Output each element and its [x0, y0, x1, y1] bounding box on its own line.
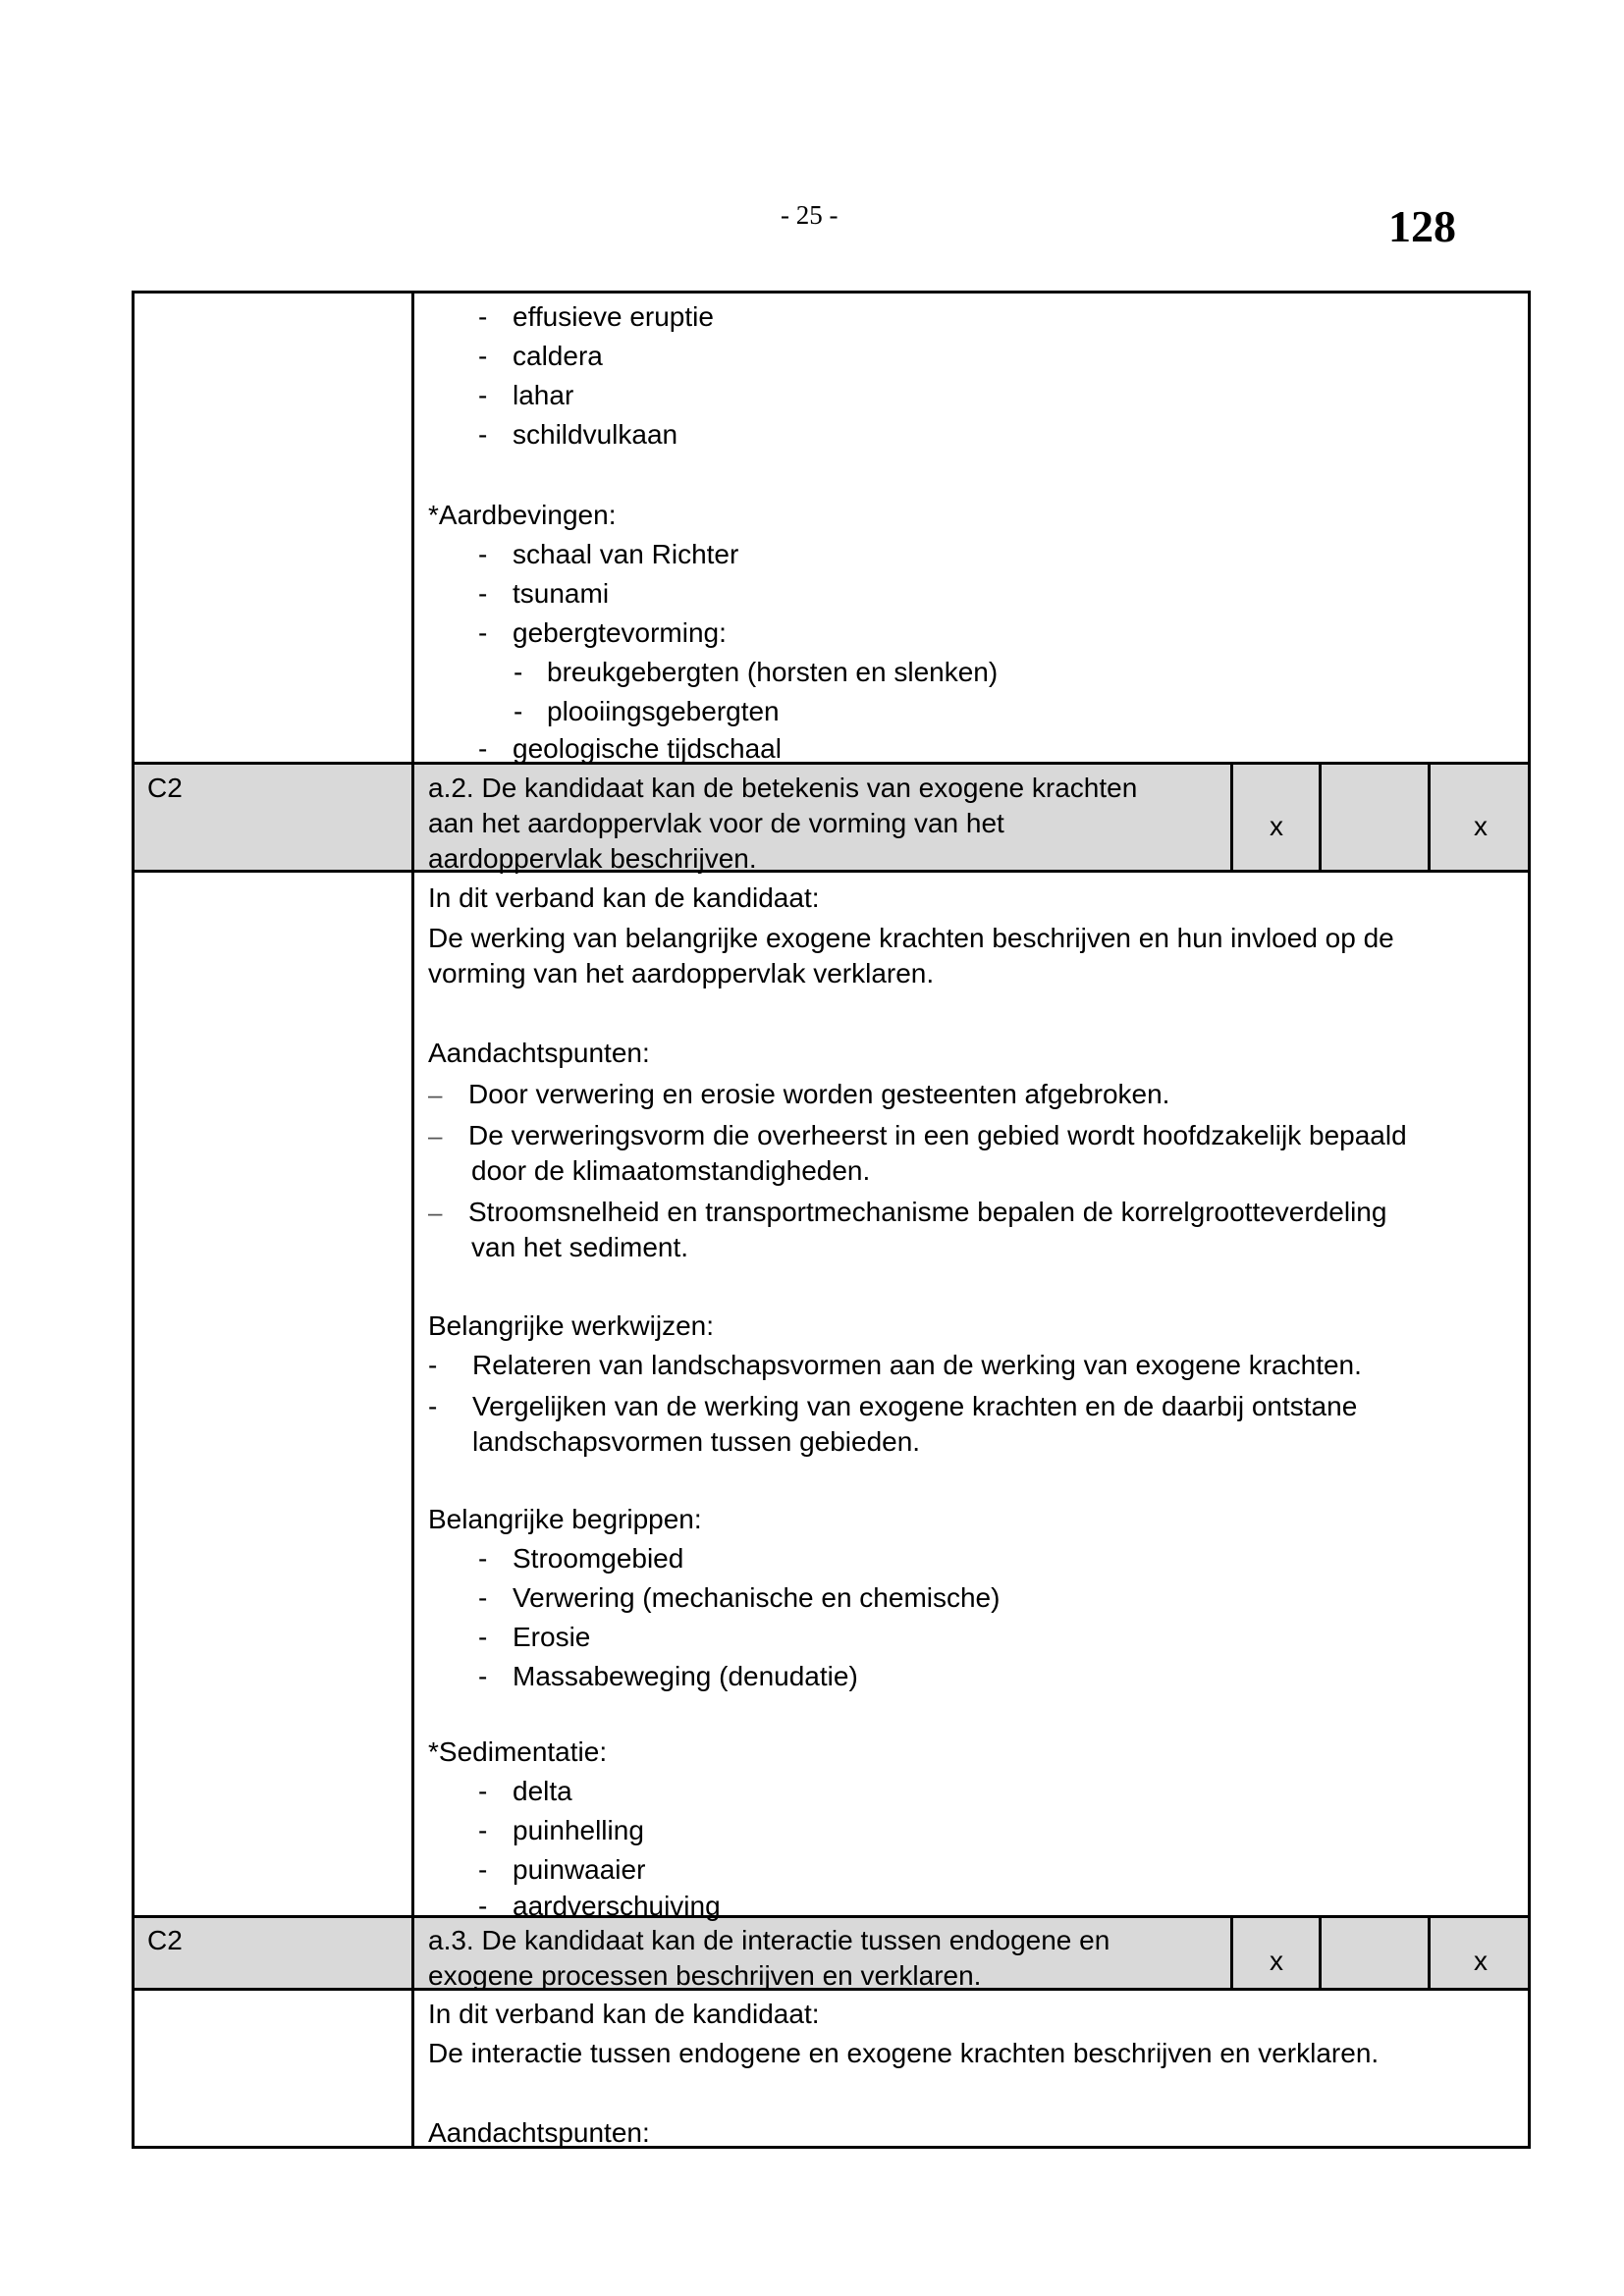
objective-text: aardoppervlak beschrijven.	[428, 843, 757, 874]
attention-point: Stroomsnelheid en transportmechanisme bepalen de korrelgrootteverdeling	[468, 1197, 1387, 1227]
list-item: effusieve eruptie	[513, 301, 714, 332]
list-item: caldera	[513, 341, 603, 371]
list-item: schaal van Richter	[513, 539, 739, 569]
document-number: 128	[1388, 201, 1456, 251]
list-item: lahar	[513, 380, 574, 410]
list-item: schildvulkaan	[513, 419, 678, 450]
bullet: -	[478, 1543, 488, 1574]
methods-heading: Belangrijke werkwijzen:	[428, 1310, 715, 1341]
sub-list-item: plooiingsgebergten	[547, 696, 780, 726]
objective-text: aan het aardoppervlak voor de vorming van het	[428, 808, 1004, 838]
concept-item: Erosie	[513, 1622, 591, 1652]
sedimentation-item: aardverschuiving	[513, 1891, 721, 1921]
list-item: gebergtevorming:	[513, 617, 727, 648]
bullet: -	[514, 696, 523, 726]
mark-cell: x	[1474, 1946, 1488, 1976]
sedimentation-item: delta	[513, 1776, 572, 1806]
bullet: -	[478, 1661, 488, 1691]
bullet: -	[478, 1776, 488, 1806]
competence-code: C2	[147, 1925, 183, 1955]
bullet: -	[478, 1854, 488, 1885]
bullet: -	[478, 301, 488, 332]
intro-text: In dit verband kan de kandidaat:	[428, 1999, 820, 2029]
bullet: -	[478, 578, 488, 609]
mark-column-divider	[1428, 1915, 1431, 1990]
attention-point: De verweringsvorm die overheerst in een gebied wordt hoofdzakelijk bepaald	[468, 1120, 1407, 1150]
bullet: –	[428, 1198, 443, 1227]
concept-item: Verwering (mechanische en chemische)	[513, 1582, 1001, 1613]
list-item: geologische tijdschaal	[513, 733, 782, 764]
mark-cell: x	[1474, 811, 1488, 841]
description-text: vorming van het aardoppervlak verklaren.	[428, 958, 935, 988]
sedimentation-item: puinhelling	[513, 1815, 644, 1845]
intro-text: In dit verband kan de kandidaat:	[428, 882, 820, 913]
concept-item: Stroomgebied	[513, 1543, 684, 1574]
attention-heading: Aandachtspunten:	[428, 1038, 650, 1068]
sub-list-item: breukgebergten (horsten en slenken)	[547, 657, 999, 687]
mark-column-divider	[1319, 762, 1322, 872]
attention-heading: Aandachtspunten:	[428, 2117, 650, 2148]
bullet: -	[478, 380, 488, 410]
method-item: landschapsvormen tussen gebieden.	[472, 1426, 921, 1457]
attention-point: Door verwering en erosie worden gesteenten afgebroken.	[468, 1079, 1170, 1109]
sedimentation-heading: *Sedimentatie:	[428, 1736, 608, 1767]
objective-text: a.2. De kandidaat kan de betekenis van exogene krachten	[428, 773, 1138, 803]
bullet: -	[478, 1815, 488, 1845]
bullet: –	[428, 1080, 443, 1109]
bullet: -	[428, 1350, 438, 1380]
page-number: - 25 -	[781, 200, 839, 230]
sedimentation-item: puinwaaier	[513, 1854, 646, 1885]
mark-column-divider	[1428, 762, 1431, 872]
bullet: -	[514, 657, 523, 687]
earthquakes-heading: *Aardbevingen:	[428, 500, 617, 530]
objective-text: exogene processen beschrijven en verklaren.	[428, 1960, 982, 1991]
concepts-heading: Belangrijke begrippen:	[428, 1504, 702, 1534]
mark-column-divider	[1319, 1915, 1322, 1990]
bullet: -	[478, 1582, 488, 1613]
mark-cell: x	[1270, 1946, 1283, 1976]
mark-cell: x	[1270, 811, 1283, 841]
bullet: -	[478, 617, 488, 648]
bullet: –	[428, 1121, 443, 1150]
bullet: -	[478, 341, 488, 371]
method-item: Vergelijken van de werking van exogene krachten en de daarbij ontstane	[472, 1391, 1358, 1421]
bullet: -	[478, 1622, 488, 1652]
competence-code: C2	[147, 773, 183, 803]
bullet: -	[478, 539, 488, 569]
method-item: Relateren van landschapsvormen aan de werking van exogene krachten.	[472, 1350, 1362, 1380]
bullet: -	[478, 419, 488, 450]
column-divider	[411, 291, 414, 2149]
bullet: -	[428, 1391, 438, 1421]
list-item: tsunami	[513, 578, 610, 609]
objective-text: a.3. De kandidaat kan de interactie tussen endogene en	[428, 1925, 1110, 1955]
description-text: De werking van belangrijke exogene krachten beschrijven en hun invloed op de	[428, 923, 1394, 953]
attention-point: door de klimaatomstandigheden.	[471, 1155, 871, 1186]
attention-point: van het sediment.	[471, 1232, 689, 1262]
bullet: -	[478, 1891, 488, 1921]
mark-column-divider	[1230, 1915, 1233, 1990]
concept-item: Massabeweging (denudatie)	[513, 1661, 858, 1691]
mark-column-divider	[1230, 762, 1233, 872]
bullet: -	[478, 733, 488, 764]
description-text: De interactie tussen endogene en exogene krachten beschrijven en verklaren.	[428, 2038, 1380, 2068]
